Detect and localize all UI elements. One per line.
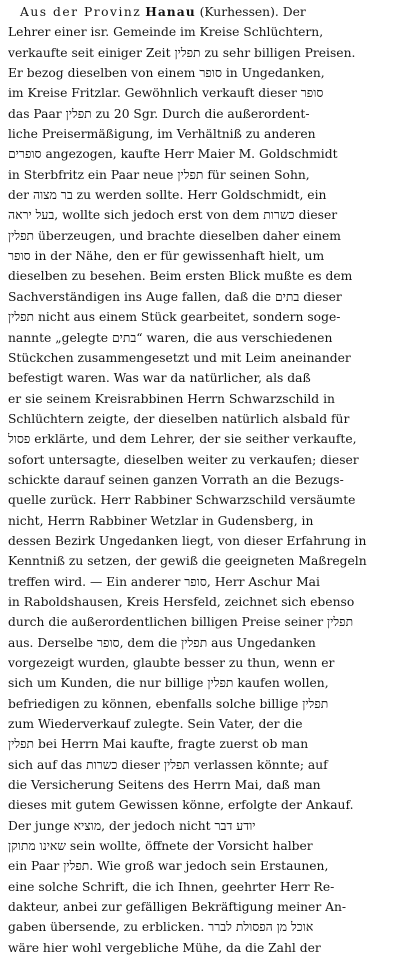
article-line: nannte „gelegte בתים“ waren, die aus verschiedenen xyxy=(8,330,333,345)
article-line: der בר מצוה zu werden sollte. Herr Goldschmidt, ein xyxy=(8,188,327,203)
article-line: er sie seinem Kreisrabbinen Herrn Schwarzschild in xyxy=(8,391,335,406)
article-line: in Sterbfritz ein Paar neue תפלין für seinen Sohn, xyxy=(8,167,310,182)
article-line: dieses mit gutem Gewissen könne, erfolgte der Ankauf. xyxy=(8,798,354,813)
article-line: שאינו מתוקן sein wollte, öffnete der Vorsicht halber xyxy=(8,839,313,854)
article-line: im Kreise Fritzlar. Gewöhnlich verkauft dieser סופר xyxy=(8,86,324,101)
article-line: eine solche Schrift, die ich Ihnen, geehrter Herr Re- xyxy=(8,879,335,894)
article-heading xyxy=(8,2,405,22)
article-line: Kenntniß zu setzen, der gewiß die geeigneten Maßregeln xyxy=(8,554,367,569)
article-line: das Paar תפלין zu 20 Sgr. Durch die außerordent- xyxy=(8,106,310,121)
article-line: durch die außerordentlichen billigen Preise seiner תפלין xyxy=(8,615,354,630)
article-line: aus. Derselbe סופר, dem die תפלין aus Ungedanken xyxy=(8,635,316,650)
article-line: wäre hier wohl vergebliche Mühe, da die Zahl der xyxy=(8,940,321,955)
article-line: verkaufte seit einiger Zeit תפלין zu sehr billigen Preisen. xyxy=(8,45,356,60)
article-line: dieselben zu besehen. Beim ersten Blick mußte es dem xyxy=(8,269,353,284)
article-line: Sachverständigen ins Auge fallen, daß die בתים dieser xyxy=(8,289,342,304)
article-line: בעל יראה, wollte sich jedoch erst von dem כשרות dieser xyxy=(8,208,338,223)
article-line: befriedigen zu können, ebenfalls solche billige תפלין xyxy=(8,696,329,711)
article-line: תפלין bei Herrn Mai kaufte, fragte zuerst ob man xyxy=(8,737,309,752)
article-line: nicht, Herrn Rabbiner Wetzlar in Gudensberg, in xyxy=(8,513,314,528)
article-line: schickte darauf seinen ganzen Vorrath an die Bezugs- xyxy=(8,472,344,487)
article-line: sich auf das כשרות dieser תפלין verlassen könnte; auf xyxy=(8,757,328,772)
article-line: Lehrer einer isr. Gemeinde im Kreise Schlüchtern, xyxy=(8,25,324,40)
article-line: liche Preisermäßigung, im Verhältniß zu anderen xyxy=(8,127,316,142)
article-line: Der junge מוציא, der jedoch nicht יודע דבר xyxy=(8,818,256,833)
article-line: befestigt waren. Was war da natürlicher, als daß xyxy=(8,371,311,386)
article-line: zum Wiederverkauf zulegte. Sein Vater, der die xyxy=(8,717,303,732)
article-line: gaben übersende, zu erblicken. אוכל מן הפסולת לברר xyxy=(8,920,314,935)
article-line: סופר in der Nähe, den er für gewissenhaft hielt, um xyxy=(8,249,325,264)
article-line: פסול erklärte, und dem Lehrer, der sie seither verkaufte, xyxy=(8,432,357,447)
article-line: quelle zurück. Herr Rabbiner Schwarzschild versäumte xyxy=(8,493,356,508)
article-line: Er bezog dieselben von einem סופר in Ungedanken, xyxy=(8,66,325,81)
article-line: in Raboldshausen, Kreis Hersfeld, zeichnet sich ebenso xyxy=(8,594,355,609)
heading-suffix: (Kurhessen). Der xyxy=(199,5,306,19)
article-line: vorgezeigt wurden, glaubte besser zu thun, wenn er xyxy=(8,656,335,670)
article-line: ein Paar תפלין. Wie groß war jedoch sein Erstaunen, xyxy=(8,859,329,874)
article-line: treffen wird. — Ein anderer סופר, Herr Aschur Mai xyxy=(8,574,320,589)
heading-city: Hanau xyxy=(145,4,196,19)
article-line: Schlüchtern zeigte, der dieselben natürlich alsbald für xyxy=(8,411,350,426)
article-line: תפלין überzeugen, und brachte dieselben daher einem xyxy=(8,228,341,243)
article-line: סופרים angezogen, kaufte Herr Maier M. Goldschmidt xyxy=(8,147,338,162)
article-line: dessen Bezirk Ungedanken liegt, von dieser Erfahrung in xyxy=(8,533,367,548)
article-line: Stückchen zusammengesetzt und mit Leim aneinander xyxy=(8,350,351,365)
article-line: sofort untersagte, dieselben weiter zu verkaufen; dieser xyxy=(8,452,359,467)
article-line: תפלין nicht aus einem Stück gearbeitet, sondern soge- xyxy=(8,310,341,325)
newspaper-article xyxy=(8,2,405,958)
article-line: die Versicherung Seitens des Herrn Mai, daß man xyxy=(8,778,321,793)
article-line: sich um Kunden, die nur billige תפלין kaufen wollen, xyxy=(8,676,329,691)
heading-prefix: Aus der Provinz xyxy=(20,5,142,19)
article-line: dakteur, anbei zur gefälligen Bekräftigung meiner An- xyxy=(8,900,347,915)
